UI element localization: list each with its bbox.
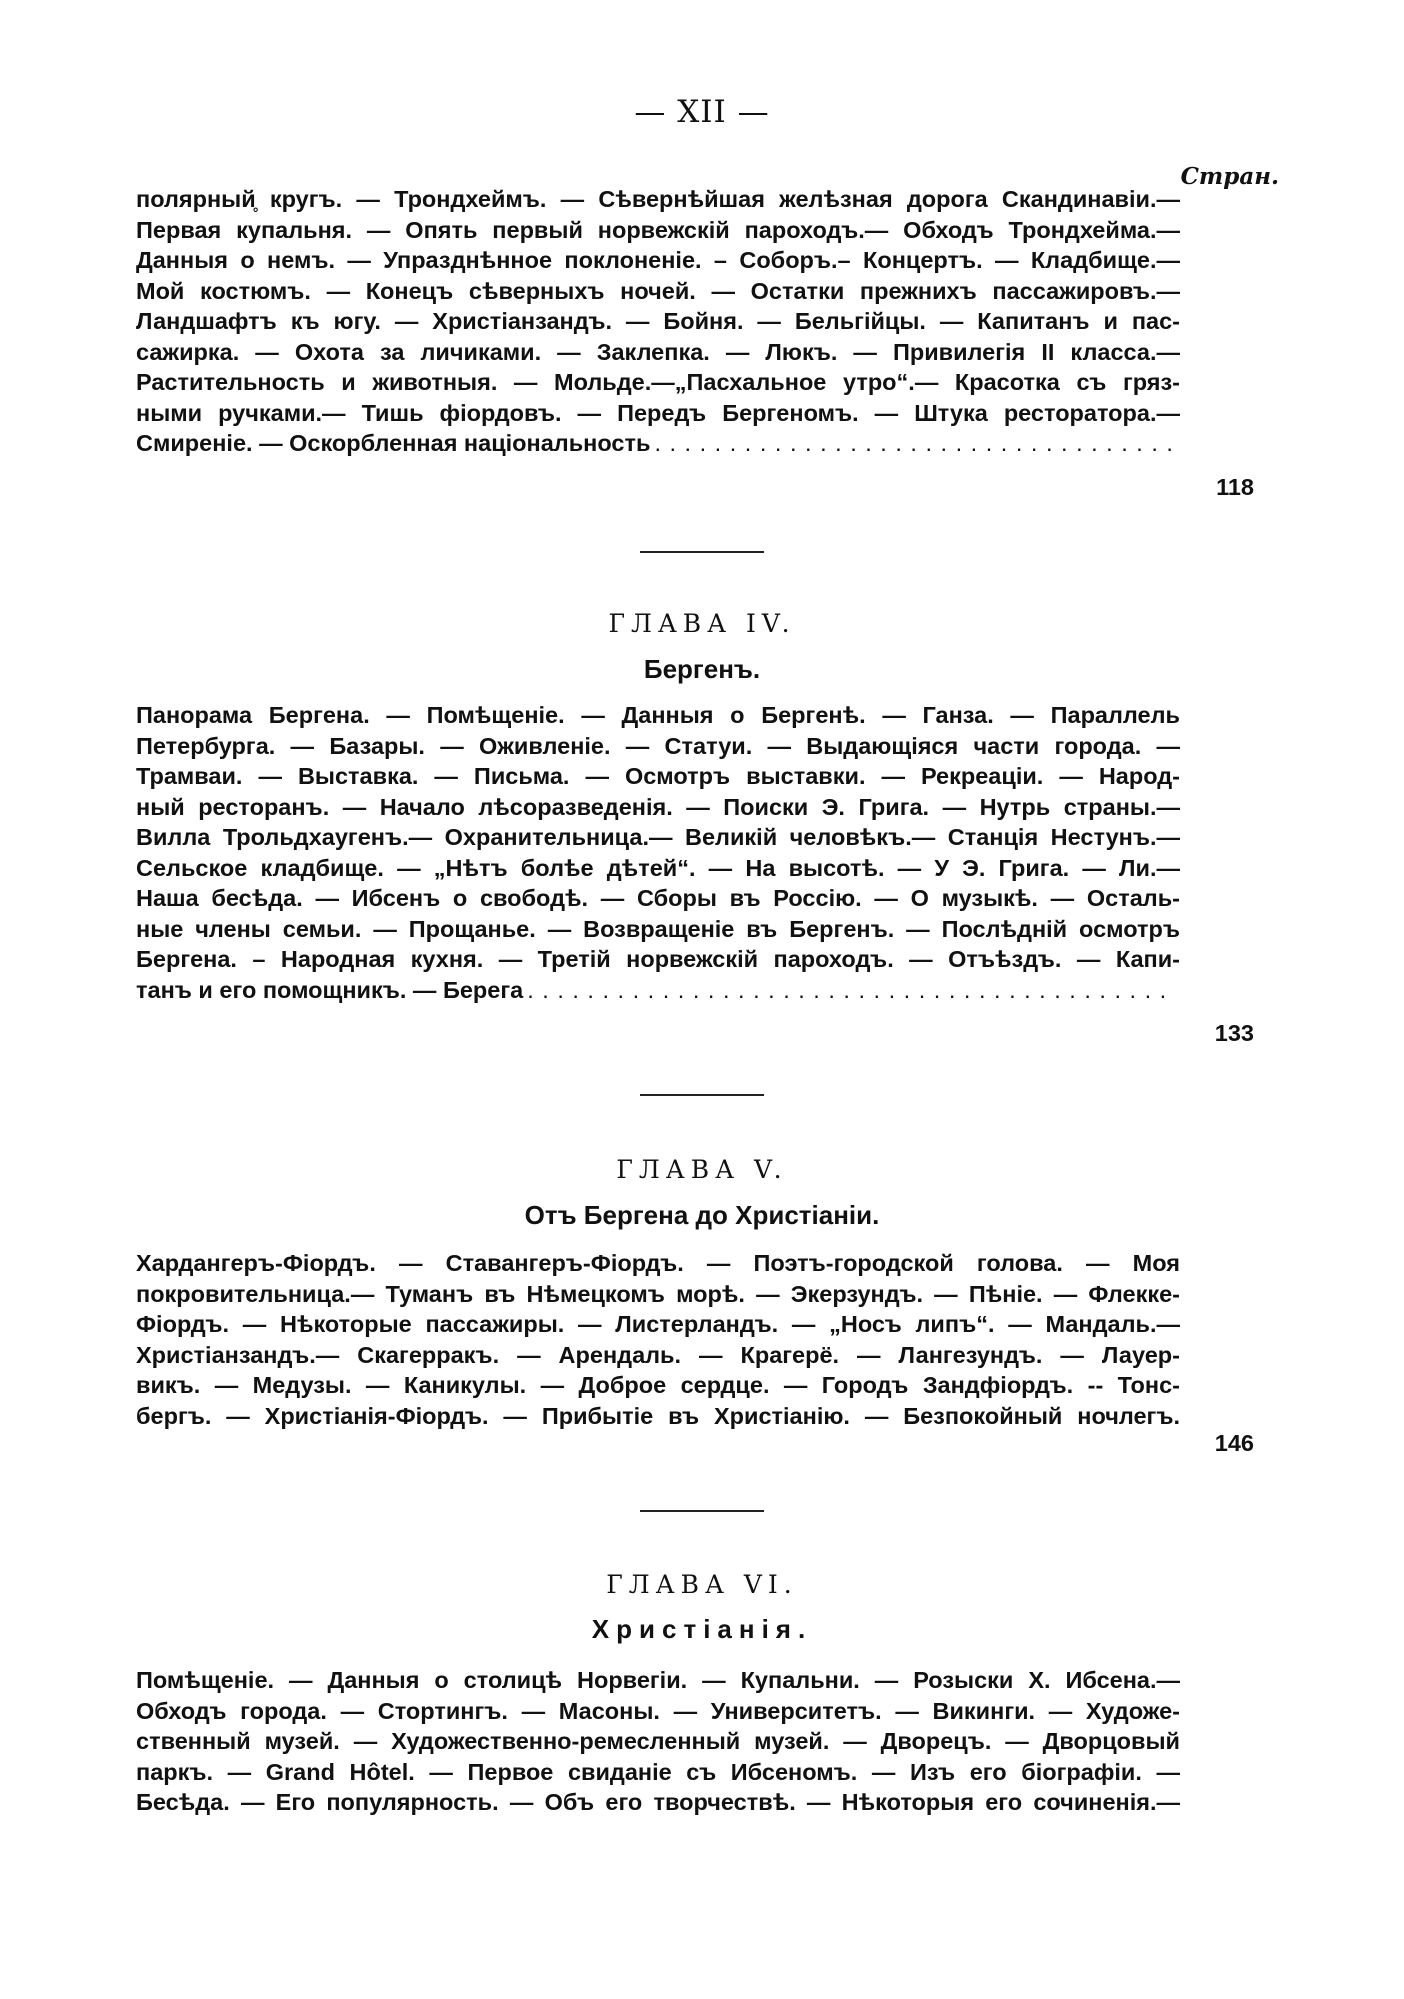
page-number: — XII — [634, 94, 770, 130]
chapter-4-contents [136, 700, 1180, 1005]
chapter-4-page-ref: 133 [1214, 1020, 1254, 1046]
section-divider [640, 1510, 764, 1512]
contents-line: Хардангеръ-Фіордъ. — Ставангеръ-Фіордъ. — Поэтъ-городской голова. — Моя [136, 1250, 1180, 1276]
dot-leader [654, 428, 1174, 459]
chapter-4-title: Бергенъ. [643, 654, 761, 684]
chapter-6-heading: ГЛАВА VI. [606, 1570, 798, 1599]
contents-line: Наша бесѣда. — Ибсенъ о свободѣ. — Сборы въ Россію. — О музыкѣ. — Осталь- [136, 885, 1180, 911]
contents-line: паркъ. — Grand Hôtel. — Первое свиданіе съ Ибсеномъ. — Изъ его біографіи. — [136, 1758, 1180, 1785]
contents-line: Мой костюмъ. — Конецъ сѣверныхъ ночей. — Остатки прежнихъ пассажировъ.— [136, 277, 1180, 304]
contents-line: Бесѣда. — Его популярность. — Объ его творчествѣ. — Нѣкоторыя его сочиненія.— [136, 1789, 1180, 1815]
chapter-3-contents [136, 184, 1180, 459]
contents-line: Растительность и животныя. — Мольде.—„Пасхальное утро“.— Красотка съ гряз- [136, 369, 1180, 395]
contents-last-line [136, 428, 1180, 459]
section-divider [640, 551, 764, 553]
contents-line: ные члены семьи. — Прощанье. — Возвращеніе въ Бергенъ. — Послѣдній осмотръ [136, 915, 1180, 942]
contents-line: полярный̥ кругъ. — Трондхеймъ. — Сѣвернѣйшая желѣзная дорога Скандинавіи.— [136, 186, 1180, 212]
chapter-6-title: Христіанія. [591, 1614, 813, 1644]
contents-line: Ландшафтъ къ югу. — Христіанзандъ. — Бойня. — Бельгійцы. — Капитанъ и пас- [136, 308, 1180, 334]
contents-line: бергъ. — Христіанія-Фіордъ. — Прибытіе въ Христіанію. — Безпокойный ночлегъ. [136, 1402, 1180, 1429]
contents-line: Обходъ города. — Стортингъ. — Масоны. — Университетъ. — Викинги. — Художе- [136, 1697, 1180, 1724]
contents-line: викъ. — Медузы. — Каникулы. — Доброе сердце. — Городъ Зандфіордъ. -- Тонс- [136, 1372, 1180, 1398]
chapter-5-title: Отъ Бергена до Христіаніи. [524, 1200, 880, 1230]
contents-line: Петербурга. — Базары. — Оживленіе. — Статуи. — Выдающіяся части города. — [136, 732, 1180, 759]
contents-line: ственный музей. — Художественно-ремесленный музей. — Дворецъ. — Дворцовый [136, 1728, 1180, 1754]
contents-last-line [136, 975, 1180, 1006]
contents-line: Фіордъ. — Нѣкоторые пассажиры. — Листерландъ. — „Носъ липъ“. — Мандаль.— [136, 1311, 1180, 1337]
page-column-label: Стран. [1180, 163, 1279, 190]
chapter-5-contents [136, 1248, 1180, 1431]
contents-line: сажирка. — Охота за личиками. — Заклепка. — Люкъ. — Привилегія II класса.— [136, 338, 1180, 365]
contents-line: Сельское кладбище. — „Нѣтъ болѣе дѣтей“. — На высотѣ. — У Э. Грига. — Ли.— [136, 854, 1180, 881]
contents-line: ный ресторанъ. — Начало лѣсоразведенія. — Поиски Э. Грига. — Нутрь страны.— [136, 793, 1180, 820]
contents-line: Данныя о немъ. — Упразднѣнное поклоненіе. – Соборъ.– Концертъ. — Кладбище.— [136, 247, 1180, 273]
contents-line: танъ и его помощникъ. — Берега [136, 976, 524, 1003]
contents-line: ными ручками.— Тишь фіордовъ. — Передъ Бергеномъ. — Штука ресторатора.— [136, 399, 1180, 426]
chapter-4-heading: ГЛАВА IV. [608, 609, 796, 638]
contents-line: Бергена. – Народная кухня. — Третій норвежскій пароходъ. — Отъѣздъ. — Капи- [136, 946, 1180, 972]
contents-line: Христіанзандъ.— Скагерракъ. — Арендаль. — Крагерё. — Лангезундъ. — Лауер- [136, 1341, 1180, 1368]
section-divider [640, 1094, 764, 1096]
chapter-6-contents [136, 1665, 1180, 1818]
dot-leader [527, 975, 1174, 1006]
contents-line: Помѣщеніе. — Данныя о столицѣ Норвегіи. — Купальни. — Розыски Х. Ибсена.— [136, 1667, 1180, 1693]
chapter-5-page-ref: 146 [1214, 1430, 1254, 1456]
contents-line: Смиреніе. — Оскорбленная національность [136, 430, 651, 456]
contents-line: Первая купальня. — Опять первый норвежскій пароходъ.— Обходъ Трондхейма.— [136, 216, 1180, 243]
chapter-5-heading: ГЛАВА V. [616, 1155, 788, 1184]
chapter-3-page-ref: 118 [1216, 474, 1254, 500]
contents-line: Панорама Бергена. — Помѣщеніе. — Данныя о Бергенѣ. — Ганза. — Параллель [136, 702, 1180, 728]
contents-line: Вилла Трольдхаугенъ.— Охранительница.— Великій человѣкъ.— Станція Нестунъ.— [136, 824, 1180, 850]
contents-line: Трамваи. — Выставка. — Письма. — Осмотръ выставки. — Рекреаціи. — Народ- [136, 763, 1180, 789]
contents-line: покровительница.— Туманъ въ Нѣмецкомъ морѣ. — Экерзундъ. — Пѣніе. — Флекке- [136, 1280, 1180, 1307]
